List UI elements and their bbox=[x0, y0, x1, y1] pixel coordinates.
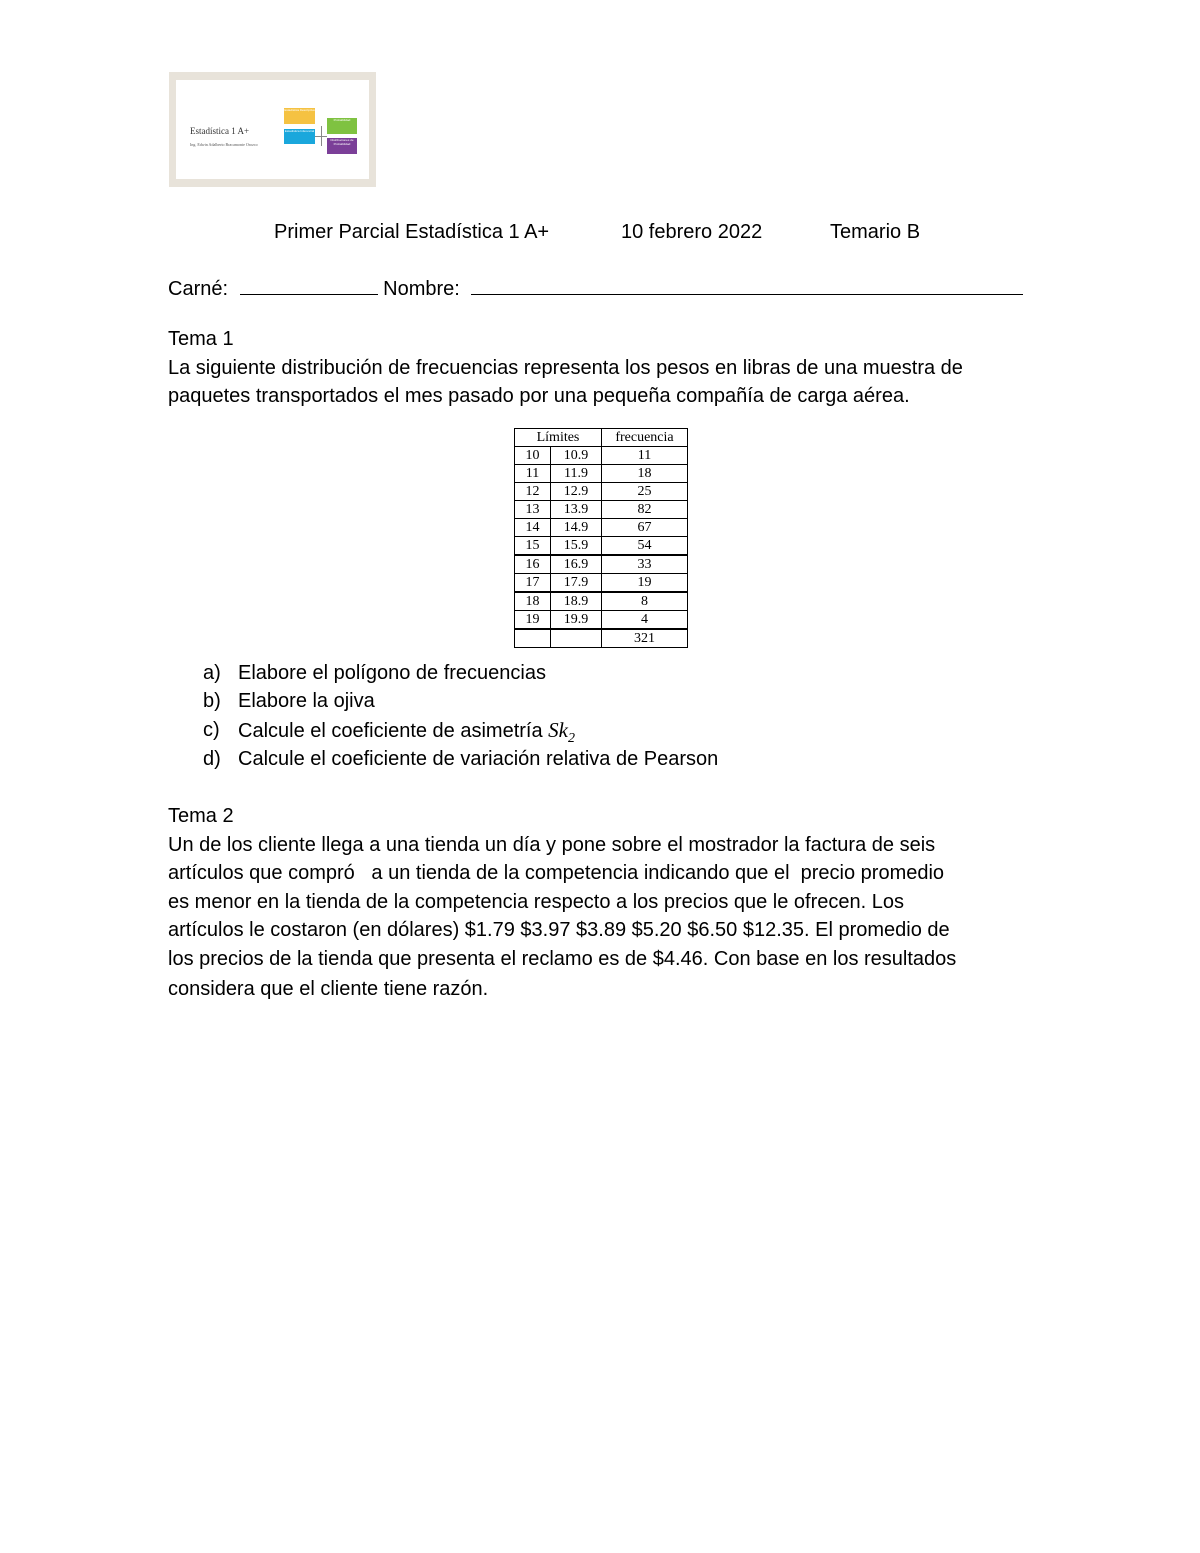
frequency: 67 bbox=[602, 519, 688, 537]
frequency: 54 bbox=[602, 537, 688, 556]
frequency: 25 bbox=[602, 483, 688, 501]
lower-limit: 13 bbox=[515, 501, 551, 519]
lower-limit: 18 bbox=[515, 592, 551, 611]
frequency: 82 bbox=[602, 501, 688, 519]
table-header-row bbox=[515, 429, 688, 447]
table-row bbox=[515, 611, 688, 630]
lower-limit: 10 bbox=[515, 447, 551, 465]
item-text: Calcule el coeficiente de variación relativa de Pearson bbox=[238, 748, 719, 770]
table-row bbox=[515, 447, 688, 465]
upper-limit: 15.9 bbox=[551, 537, 602, 556]
item-text: Elabore el polígono de frecuencias bbox=[238, 662, 546, 684]
lower-limit: 17 bbox=[515, 574, 551, 593]
tema2-heading: Tema 2 bbox=[168, 805, 234, 827]
upper-limit: 16.9 bbox=[551, 555, 602, 574]
student-line bbox=[168, 275, 1023, 304]
upper-limit: 12.9 bbox=[551, 483, 602, 501]
tema2-paragraph-line: considera que el cliente tiene razón. bbox=[168, 978, 489, 1000]
math-subscript: 2 bbox=[567, 731, 575, 747]
logo-title: Estadística 1 A+ bbox=[190, 126, 250, 136]
frequency: 4 bbox=[602, 611, 688, 630]
logo-subtitle: Ing. Edwin Adalberto Bracamonte Orozco bbox=[190, 142, 258, 147]
table-total-row bbox=[515, 629, 688, 648]
carne-label: Carné: bbox=[168, 278, 229, 300]
empty-cell bbox=[515, 629, 551, 648]
table-row bbox=[515, 537, 688, 556]
header-limites: Límites bbox=[515, 429, 602, 447]
logo-box-distribuciones: Distribuciones de Probabilidad bbox=[327, 138, 357, 154]
upper-limit: 11.9 bbox=[551, 465, 602, 483]
table-row bbox=[515, 519, 688, 537]
logo-box-descriptiva: Estadística Descriptiva bbox=[284, 108, 315, 124]
carne-field[interactable] bbox=[240, 276, 378, 295]
item-label: a) bbox=[203, 662, 221, 684]
frequency-total: 321 bbox=[602, 629, 688, 648]
table-row bbox=[515, 592, 688, 611]
table-row bbox=[515, 574, 688, 593]
upper-limit: 14.9 bbox=[551, 519, 602, 537]
frequency: 18 bbox=[602, 465, 688, 483]
upper-limit: 17.9 bbox=[551, 574, 602, 593]
table-row bbox=[515, 555, 688, 574]
tema2-paragraph-line: los precios de la tienda que presenta el reclamo es de $4.46. Con base en los resultados bbox=[168, 948, 957, 970]
frequency: 19 bbox=[602, 574, 688, 593]
frequency: 8 bbox=[602, 592, 688, 611]
frequency-table bbox=[514, 428, 688, 648]
header-frecuencia: frecuencia bbox=[602, 429, 688, 447]
frequency: 11 bbox=[602, 447, 688, 465]
logo-box-inferencial: Estadística Inferencial bbox=[284, 129, 315, 144]
lower-limit: 12 bbox=[515, 483, 551, 501]
exam-title: Primer Parcial Estadística 1 A+ bbox=[274, 221, 550, 243]
item-label: c) bbox=[203, 719, 220, 741]
tema2-paragraph-line: artículos que compró a un tienda de la competencia indicando que el precio promedio bbox=[168, 862, 945, 884]
empty-cell bbox=[551, 629, 602, 648]
logo-card bbox=[176, 80, 369, 179]
upper-limit: 19.9 bbox=[551, 611, 602, 630]
tema2-paragraph-line: artículos le costaron (en dólares) $1.79 $3.97 $3.89 $5.20 $6.50 $12.35. El promedio de bbox=[168, 919, 950, 941]
upper-limit: 13.9 bbox=[551, 501, 602, 519]
item-label: d) bbox=[203, 748, 221, 770]
table-row bbox=[515, 465, 688, 483]
math-sk: Sk bbox=[548, 718, 568, 742]
table-row bbox=[515, 483, 688, 501]
tema1-heading: Tema 1 bbox=[168, 328, 234, 350]
logo-connector bbox=[321, 126, 322, 146]
upper-limit: 18.9 bbox=[551, 592, 602, 611]
upper-limit: 10.9 bbox=[551, 447, 602, 465]
tema2-paragraph-line: Un de los cliente llega a una tienda un día y pone sobre el mostrador la factura de seis bbox=[168, 834, 936, 856]
exam-date: 10 febrero 2022 bbox=[621, 221, 763, 243]
nombre-label: Nombre: bbox=[383, 278, 460, 300]
logo-box-probabilidad: Probabilidad bbox=[327, 118, 357, 134]
lower-limit: 14 bbox=[515, 519, 551, 537]
tema2-paragraph-line: es menor en la tienda de la competencia respecto a los precios que le ofrecen. Los bbox=[168, 891, 904, 913]
lower-limit: 16 bbox=[515, 555, 551, 574]
course-logo bbox=[169, 72, 376, 187]
nombre-field[interactable] bbox=[471, 276, 1023, 295]
exam-version: Temario B bbox=[830, 221, 921, 243]
table-row bbox=[515, 501, 688, 519]
skewness-symbol bbox=[548, 718, 575, 747]
lower-limit: 15 bbox=[515, 537, 551, 556]
frequency: 33 bbox=[602, 555, 688, 574]
tema1-paragraph-line: La siguiente distribución de frecuencias representa los pesos en libras de una muestra de bbox=[168, 357, 963, 379]
exam-header bbox=[0, 218, 1200, 248]
item-text: Elabore la ojiva bbox=[238, 690, 375, 712]
lower-limit: 11 bbox=[515, 465, 551, 483]
tema1-paragraph-line: paquetes transportados el mes pasado por una pequeña compañía de carga aérea. bbox=[168, 385, 910, 407]
lower-limit: 19 bbox=[515, 611, 551, 630]
item-text: Calcule el coeficiente de asimetría bbox=[238, 720, 549, 742]
item-label: b) bbox=[203, 690, 221, 712]
